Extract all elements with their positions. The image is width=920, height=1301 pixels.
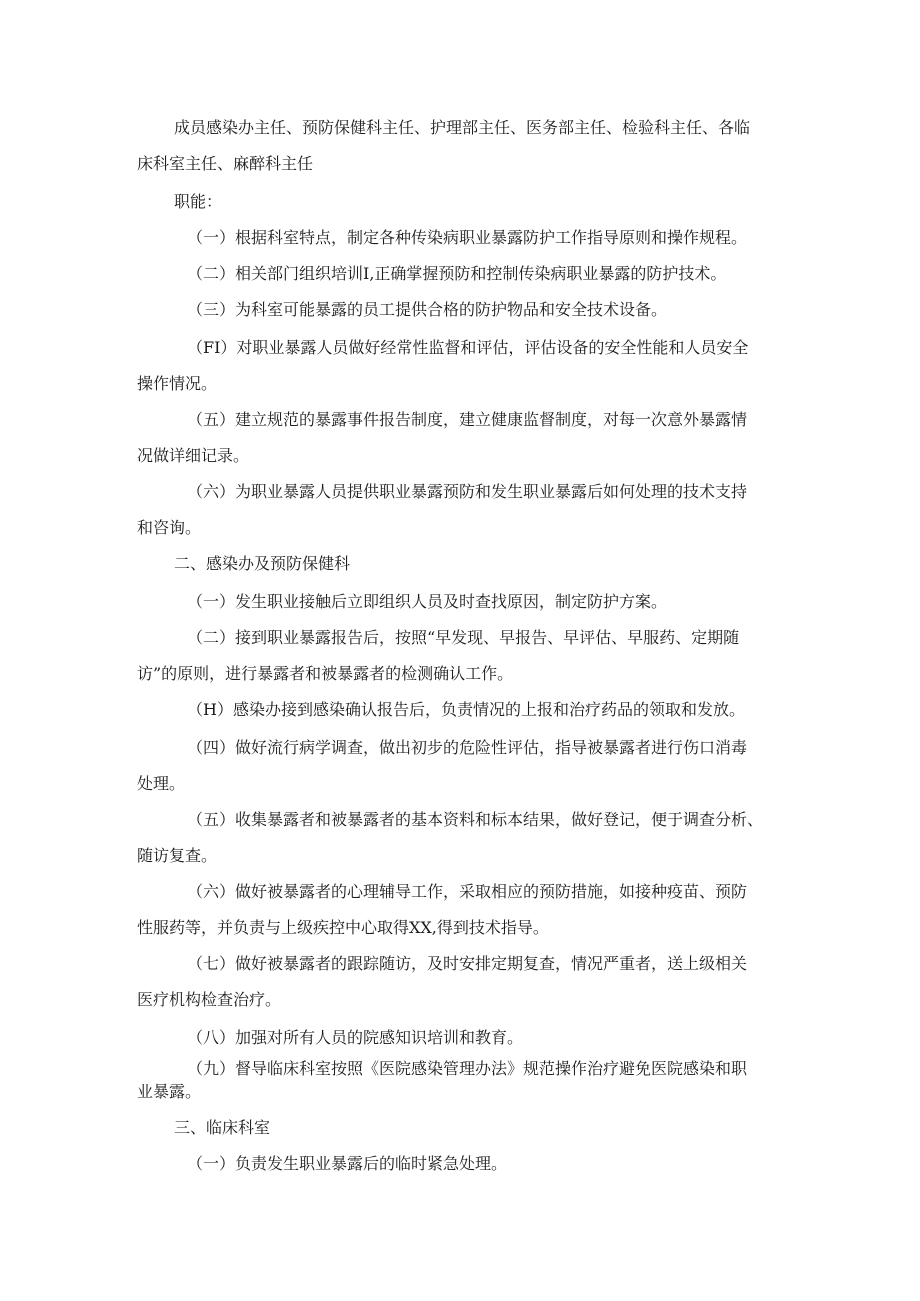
- text-line: （五）建立规范的暴露事件报告制度，建立健康监督制度，对每一次意外暴露情: [187, 410, 748, 429]
- functions-heading: [137, 184, 787, 220]
- text-line: （一）根据科室特点，制定各种传染病职业暴露防护工作指导原则和操作规程。: [187, 228, 748, 247]
- text-line: （H）感染办接到感染确认报告后，负责情况的上报和治疗药品的领取和发放。: [187, 700, 745, 719]
- text-line: （四）做好流行病学调查，做出初步的危险性评估，指导被暴露者进行伤口消毒: [187, 738, 748, 757]
- text-line: （一）负责发生职业暴露后的临时紧急处理。: [187, 1154, 508, 1173]
- text-line: 访”的原则，进行暴露者和被暴露者的检测确认工作。: [137, 664, 514, 683]
- text-line: （二）接到职业暴露报告后，按照“早发现、早报告、早评估、早服药、定期随: [187, 628, 740, 647]
- text-line: 业暴露。: [137, 1082, 202, 1101]
- text-line: 床科室主任、麻醉科主任: [137, 154, 314, 173]
- section3-item-1: [137, 1146, 787, 1182]
- text-line: 随访复查。: [137, 846, 218, 865]
- section1-item-4: [137, 330, 787, 402]
- text-line: 性服药等，并负责与上级疾控中心取得XX,得到技术指导。: [137, 918, 549, 937]
- section2-item-3: [137, 692, 787, 728]
- text-line: （六）为职业暴露人员提供职业暴露预防和发生职业暴露后如何处理的技术支持: [187, 482, 748, 501]
- section2-heading: [137, 546, 787, 582]
- section2-item-1: [137, 584, 787, 620]
- text-line: 处理。: [137, 774, 186, 793]
- section1-item-6: [137, 474, 787, 546]
- text-line: （七）做好被暴露者的跟踪随访，及时安排定期复查，情况严重者，送上级相关: [187, 954, 748, 973]
- text-line: 操作情况。: [137, 374, 218, 393]
- section2-item-4: [137, 730, 787, 802]
- section3-heading: [137, 1110, 787, 1146]
- text-line: 成员感染办主任、预防保健科主任、护理部主任、医务部主任、检验科主任、各临: [174, 118, 751, 137]
- text-line: （FI）对职业暴露人员做好经常性监督和评估，评估设备的安全性能和人员安全: [187, 338, 749, 357]
- text-line: 医疗机构检查治疗。: [137, 990, 282, 1009]
- section2-item-8: [137, 1020, 787, 1056]
- text-line: 和咨询。: [137, 518, 202, 537]
- members-paragraph: [137, 110, 787, 182]
- text-line: 三、临床科室: [174, 1118, 271, 1137]
- text-line: （一）发生职业接触后立即组织人员及时查找原因，制定防护方案。: [187, 592, 668, 611]
- text-line: （八）加强对所有人员的院感知识培训和教育。: [187, 1028, 524, 1047]
- section1-item-3: [137, 292, 787, 328]
- text-line: （三）为科室可能暴露的员工提供合格的防护物品和安全技术设备。: [187, 300, 668, 319]
- text-line: 二、感染办及预防保健科: [174, 554, 351, 573]
- section1-item-5: [137, 402, 787, 474]
- text-line: （二）相关部门组织培训I,正确掌握预防和控制传染病职业暴露的防护技术。: [187, 264, 727, 283]
- section2-item-2: [137, 620, 787, 692]
- section1-item-1: [137, 220, 787, 256]
- text-line: （五）收集暴露者和被暴露者的基本资料和标本结果，做好登记，便于调查分析、: [187, 810, 764, 829]
- section2-item-6: [137, 874, 787, 946]
- text-line: （九）督导临床科室按照《医院感染管理办法》规范操作治疗避免医院感染和职: [187, 1059, 748, 1078]
- text-line: 职能：: [174, 192, 223, 211]
- section2-item-7: [137, 946, 787, 1018]
- section2-item-5: [137, 802, 787, 874]
- text-line: （六）做好被暴露者的心理辅导工作，采取相应的预防措施，如接种疫苗、预防: [187, 882, 748, 901]
- section2-item-9: [137, 1057, 787, 1103]
- section1-item-2: [137, 256, 787, 292]
- text-line: 况做详细记录。: [137, 446, 250, 465]
